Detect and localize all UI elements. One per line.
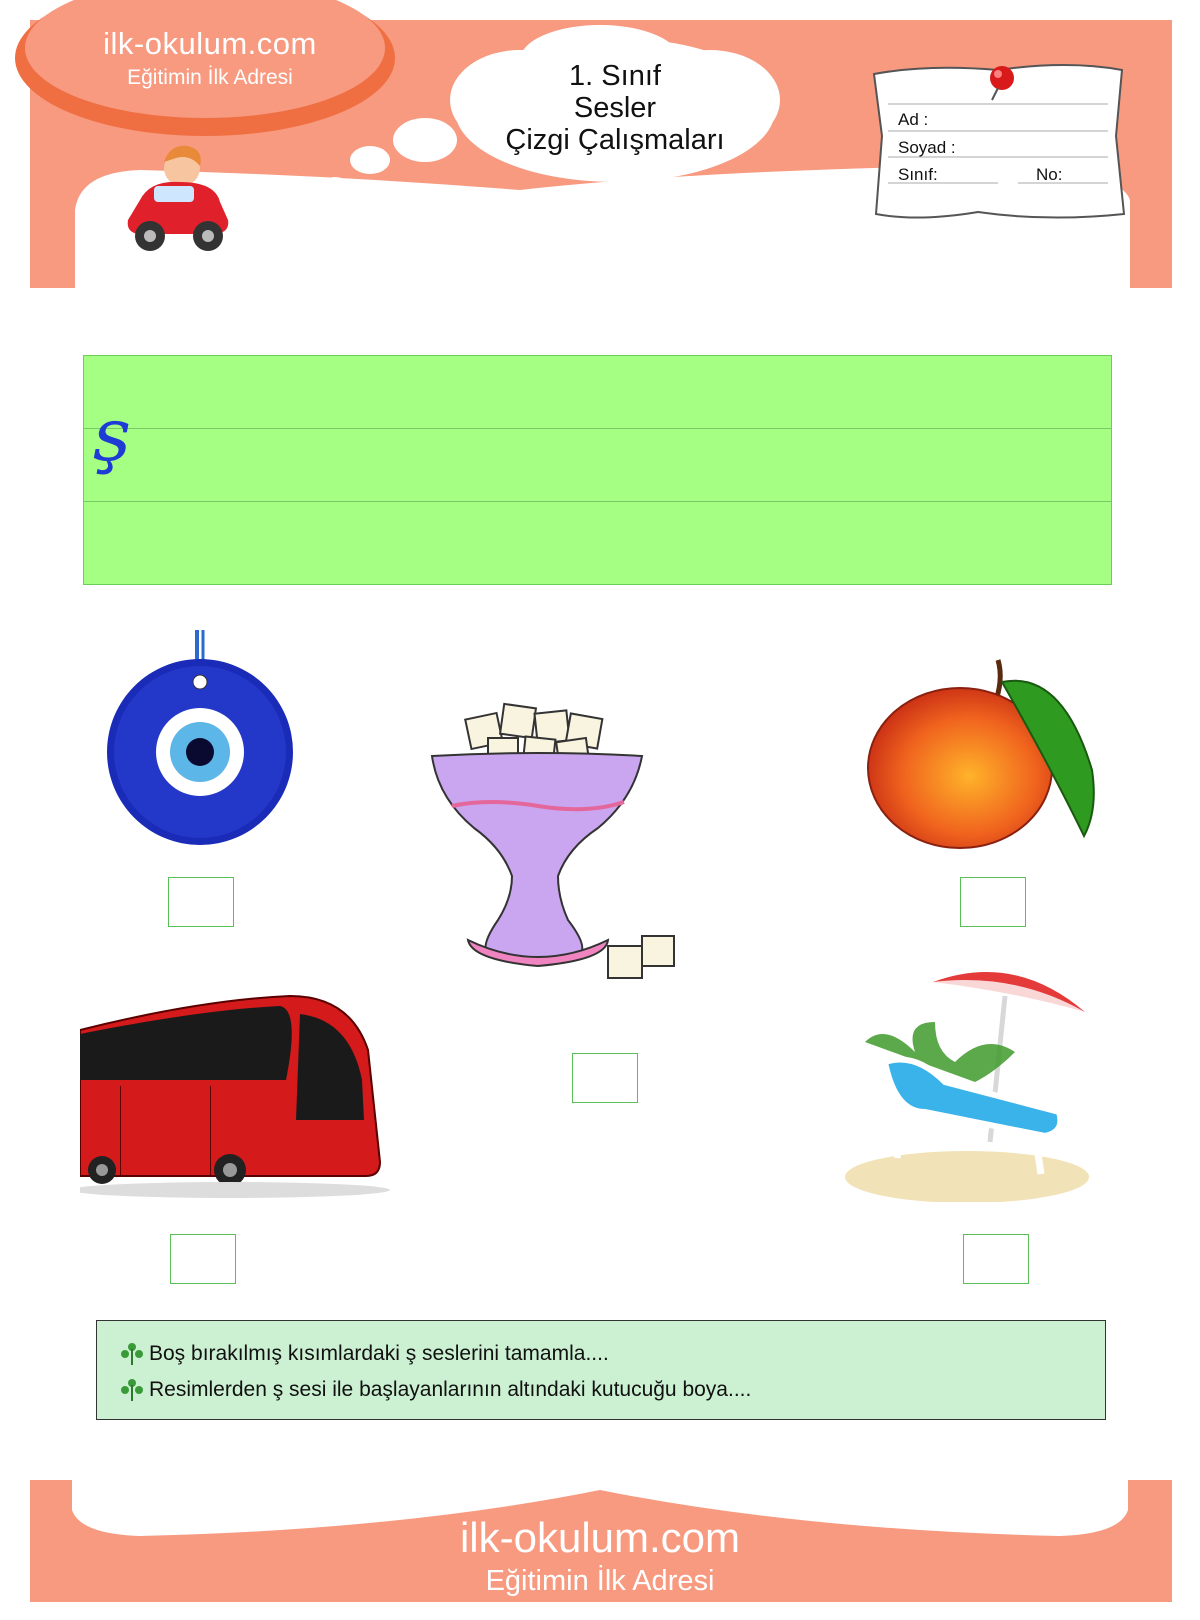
evil-eye-bead-icon xyxy=(95,630,305,850)
guide-line-top xyxy=(84,428,1111,429)
worksheet-title xyxy=(470,60,760,156)
instruction-text-1: Boş bırakılmış kısımlardaki ş seslerini tamamla.... xyxy=(149,1342,609,1365)
logo-subtitle: Eğitimin İlk Adresi xyxy=(127,66,293,89)
answer-box-bus[interactable] xyxy=(170,1234,236,1284)
instruction-text-2: Resimlerden ş sesi ile başlayanlarının altındaki kutucuğu boya.... xyxy=(149,1378,752,1401)
answer-box-evil-eye[interactable] xyxy=(168,877,234,927)
peach-icon xyxy=(862,650,1104,850)
title-line-grade: 1. Sınıf xyxy=(569,60,661,92)
name-field-label: Ad : xyxy=(898,110,929,129)
footer-subtitle: Eğitimin İlk Adresi xyxy=(485,1565,715,1597)
writing-practice-band[interactable] xyxy=(83,355,1112,585)
title-line-topic: Sesler xyxy=(573,92,657,124)
surname-field-label: Soyad : xyxy=(898,138,956,157)
answer-box-sugar[interactable] xyxy=(572,1053,638,1103)
class-field-label: Sınıf: xyxy=(898,165,938,184)
leaf-bullet-icon xyxy=(119,1377,145,1403)
instruction-line-1 xyxy=(119,1341,609,1367)
leaf-bullet-icon xyxy=(119,1341,145,1367)
guide-line-middle xyxy=(84,501,1111,502)
instructions-box xyxy=(96,1320,1106,1420)
instruction-line-2 xyxy=(119,1377,751,1403)
answer-box-peach[interactable] xyxy=(960,877,1026,927)
footer-title: ilk-okulum.com xyxy=(459,1514,741,1561)
answer-box-sun-lounger[interactable] xyxy=(963,1234,1029,1284)
title-line-activity: Çizgi Çalışmaları xyxy=(505,124,725,156)
number-field-label: No: xyxy=(1036,165,1063,184)
push-pin-icon xyxy=(984,62,1020,102)
sugar-bowl-icon xyxy=(428,698,698,1018)
model-letter: ş xyxy=(93,392,131,478)
cartoon-car-icon xyxy=(120,140,235,260)
bus-icon xyxy=(80,990,390,1200)
sun-lounger-icon xyxy=(845,962,1090,1202)
logo-title: ilk-okulum.com xyxy=(103,26,317,61)
